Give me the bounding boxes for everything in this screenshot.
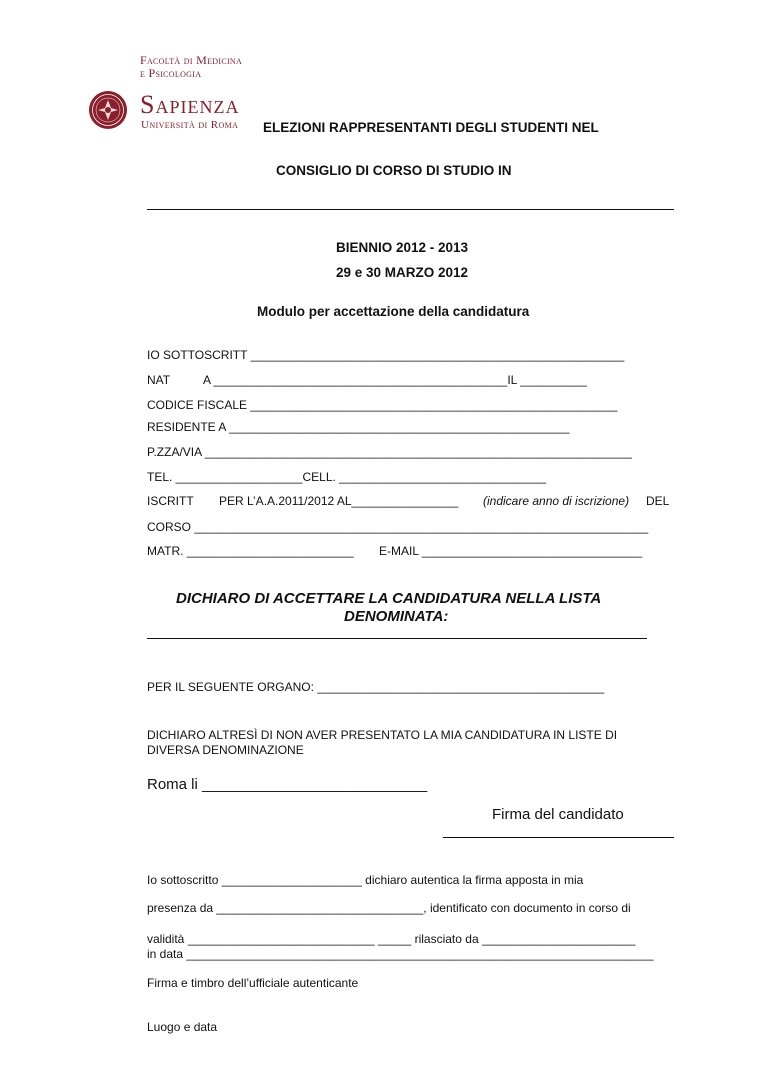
field-corso[interactable]: CORSO ____________________________________________________________________	[147, 520, 649, 534]
field-iscritt-label: ISCRITT	[147, 494, 194, 508]
field-nat-label: NAT	[147, 373, 171, 387]
auth-line2[interactable]: presenza da _______________________________, identificato con documento in corso di	[147, 901, 631, 915]
declaration-line1: DICHIARO DI ACCETTARE LA CANDIDATURA NELLA LISTA	[176, 590, 602, 607]
field-sottoscritto[interactable]: IO SOTTOSCRITT ________________________________________________________	[147, 348, 625, 362]
faculty-line2: e Psicologia	[140, 66, 202, 80]
field-del-label: DEL	[646, 494, 670, 508]
field-anno-iscrizione[interactable]: PER L’A.A.2011/2012 AL________________	[219, 494, 459, 508]
field-nato-a[interactable]: A ____________________________________________IL __________	[203, 373, 587, 387]
election-dates: 29 e 30 MARZO 2012	[336, 265, 469, 280]
field-organo[interactable]: PER IL SEGUENTE ORGANO: ___________________________________________	[147, 680, 605, 694]
field-email[interactable]: E-MAIL _________________________________	[379, 544, 643, 558]
field-residente[interactable]: RESIDENTE A ___________________________________________________	[147, 420, 570, 434]
title-line2: CONSIGLIO DI CORSO DI STUDIO IN	[276, 163, 512, 178]
faculty-name	[140, 54, 242, 80]
field-anno-hint: (indicare anno di iscrizione)	[483, 494, 630, 508]
university-subtitle: Università di Roma	[141, 119, 239, 131]
field-codice-fiscale[interactable]: CODICE FISCALE _______________________________________________________	[147, 398, 618, 412]
altresi-line2: DIVERSA DENOMINAZIONE	[147, 743, 304, 757]
auth-line1[interactable]: Io sottoscritto _____________________ dichiaro autentica la firma apposta in mia	[147, 873, 584, 887]
faculty-line1: Facoltà di Medicina	[140, 53, 243, 67]
university-name: Sapienza	[140, 90, 240, 119]
field-piazza-via[interactable]: P.ZZA/VIA ________________________________________________________________	[147, 445, 632, 459]
altresi-line1: DICHIARO ALTRESÌ DI NON AVER PRESENTATO LA MIA CANDIDATURA IN LISTE DI	[147, 728, 618, 742]
form-subtitle: Modulo per accettazione della candidatura	[257, 304, 530, 319]
auth-line3[interactable]: validità ____________________________ _____ rilasciato da _______________________	[147, 932, 636, 946]
field-roma-data[interactable]: Roma li ___________________________	[147, 776, 428, 793]
title-line1: ELEZIONI RAPPRESENTANTI DEGLI STUDENTI NEL	[263, 120, 599, 135]
auth-timbro: Firma e timbro dell’ufficiale autenticante	[147, 976, 359, 990]
biennio: BIENNIO 2012 - 2013	[336, 240, 469, 255]
course-name-line	[147, 209, 674, 210]
auth-luogo-data: Luogo e data	[147, 1020, 218, 1034]
firma-candidato-label: Firma del candidato	[492, 806, 624, 823]
list-name-line	[147, 638, 647, 639]
auth-line4[interactable]: in data ______________________________________________________________________	[147, 947, 654, 961]
field-matricola[interactable]: MATR. _________________________	[147, 544, 354, 558]
declaration-line2: DENOMINATA:	[344, 608, 449, 625]
firma-candidato-line[interactable]	[443, 837, 674, 838]
field-tel-cell[interactable]: TEL. ___________________CELL. _______________________________	[147, 470, 547, 484]
university-seal-icon	[88, 90, 128, 130]
